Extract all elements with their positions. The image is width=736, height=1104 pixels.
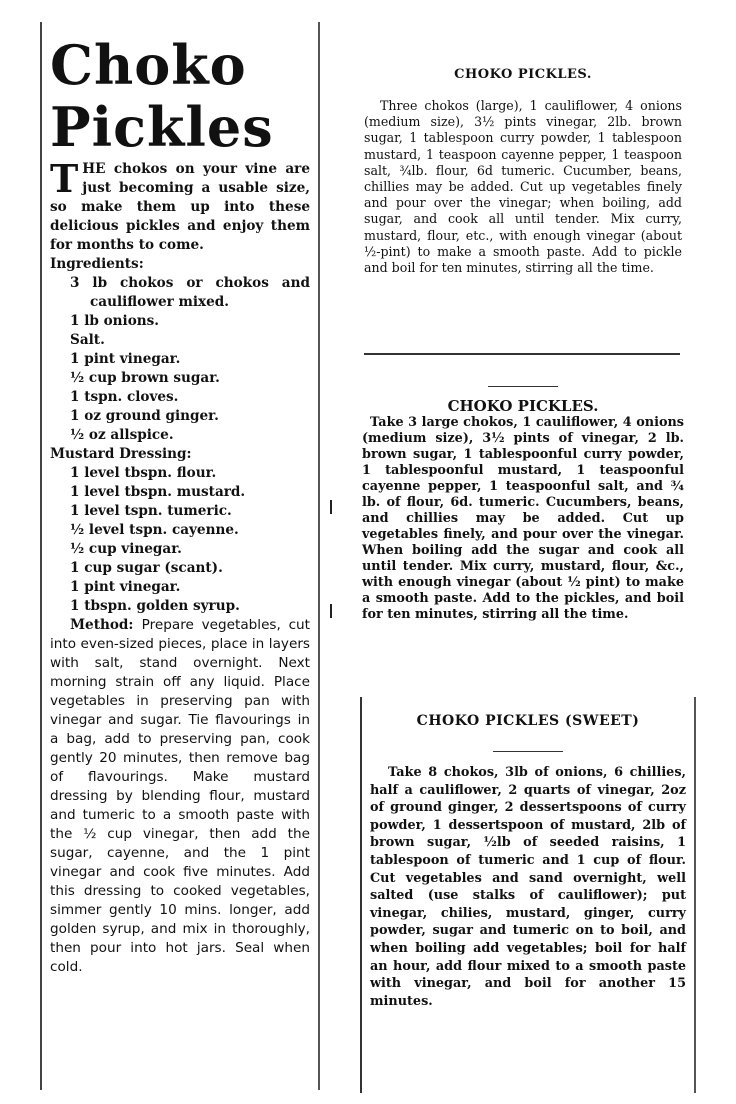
method-paragraph (50, 616, 310, 977)
title-rule (493, 751, 563, 752)
ingredients-heading: Ingredients: (50, 256, 144, 272)
ingredient-item: 1 tspn. cloves. (70, 389, 179, 405)
dressing-item: 1 pint vinegar. (70, 579, 181, 595)
dressing-item: ½ cup vinegar. (70, 541, 182, 557)
clipping-choko-pickles-2 (360, 55, 686, 355)
clipping-body: Take 8 chokos, 3lb of onions, 6 chillies, half a cauliflower, 2 quarts of vinegar, 2oz of ground ginger, 2 dessertspoons of curry powder, 1 dessertspoon of mustard, 2lb of brown sugar, ½lb of seeded raisins, 1 tablespoon of tumeric and 1 cup of flour. Cut vegetables and sand overnight, well salted (use stalks of cauliflower); put vinegar, chilies, mustard, ginger, curry powder, sugar and tumeric on to boil, and when boiling add vegetables; boil for half an hour, add flour mixed to a smooth paste with vinegar, and boil for another 15 minutes. (370, 765, 686, 1009)
clipping-title: CHOKO PICKLES. (447, 397, 599, 415)
clipping-body: Three chokos (large), 1 cauliflower, 4 onions (medium size), 3½ pints vinegar, 2lb. brown sugar, 1 tablespoon curry powder, 1 tablespoon mustard, 1 teaspoon cayenne pepper, 1 teaspoon salt, ¾lb. flour, 6d tumeric. Cucumber, beans, chillies may be added. Cut up vegetables finely and pour over the vinegar; when boiling, add sugar, and cook all until tender. Mix curry, mustard, flour, etc., with enough vinegar (about ½-pint) to make a smooth paste. Add to pickle and boil for ten minutes, stirring all the time. (364, 98, 682, 276)
ingredient-item: ½ cup brown sugar. (70, 370, 220, 386)
method-label: Method: (70, 617, 134, 633)
headline-line-1: Choko (50, 33, 247, 97)
article-body (50, 156, 310, 977)
column-mark (330, 500, 332, 514)
ingredient-item: 3 lb chokos or chokos and cauliflower mixed. (70, 275, 310, 310)
method-text: Prepare vegetables, cut into even-sized pieces, place in layers with salt, stand overnight. Next morning strain off any liquid. Place vegetables in preserving pan with vinegar and sugar. Tie flavourings in a bag, add to preserving pan, cook gently 20 minutes, then remove bag of flavourings. Make mustard dressing by blending flour, mustard and tumeric to a smooth paste with the ½ cup vinegar, then add the sugar, cayenne, and the 1 pint vinegar and cook five minutes. Add this dressing to cooked vegetables, simmer gently 10 mins. longer, add golden syrup, and mix in thoroughly, then pour into hot jars. Seal when cold. (50, 617, 310, 975)
ingredient-item: 1 lb onions. (70, 313, 160, 329)
headline (50, 34, 310, 158)
dressing-item: 1 level tbspn. flour. (70, 465, 217, 481)
ingredient-item: 1 pint vinegar. (70, 351, 181, 367)
dressing-item: ½ level tspn. cayenne. (70, 522, 239, 538)
ingredient-item: ½ oz allspice. (70, 427, 174, 443)
divider-rule (364, 353, 680, 355)
drop-cap: T (50, 156, 79, 201)
clipping-body: Take 3 large chokos, 1 cauliflower, 4 onions (medium size), 3½ pints of vinegar, 2 lb. brown sugar, 1 tablespoonful curry powder, 1 tablespoonful mustard, 1 teaspoonful cayenne pepper, 1 teaspoonful salt, and ¾ lb. of flour, 6d. tumeric. Cucumbers, beans, and chillies may be added. Cut up vegetables finely, and pour over the vinegar. When boiling add the sugar and cook all until tender. Mix curry, mustard, flour, &c., with enough vinegar (about ½ pint) to make a smooth paste. Add to the pickles, and boil for ten minutes, stirring all the time. (362, 415, 684, 622)
intro-paragraph (50, 156, 310, 255)
column-mark (330, 604, 332, 618)
clipping-choko-pickles-sweet (360, 697, 696, 1093)
clipping-choko-pickles-feature (40, 22, 320, 1090)
intro-text: HE chokos on your vine are just becoming a usable size, so make them up into these delicious pickles and enjoy them for months to come. (50, 161, 310, 253)
dressing-item: 1 cup sugar (scant). (70, 560, 223, 576)
headline-line-2: Pickles (50, 95, 274, 159)
clipping-choko-pickles-3 (360, 380, 686, 670)
clipping-title: CHOKO PICKLES. (454, 67, 592, 82)
ingredient-item: 1 oz ground ginger. (70, 408, 219, 424)
dressing-item: 1 level tspn. tumeric. (70, 503, 232, 519)
dressing-item: 1 tbspn. golden syrup. (70, 598, 240, 614)
title-rule (488, 386, 558, 387)
clipping-title: CHOKO PICKLES (SWEET) (416, 713, 640, 729)
dressing-item: 1 level tbspn. mustard. (70, 484, 246, 500)
ingredient-item: Salt. (70, 332, 105, 348)
dressing-heading: Mustard Dressing: (50, 446, 192, 462)
